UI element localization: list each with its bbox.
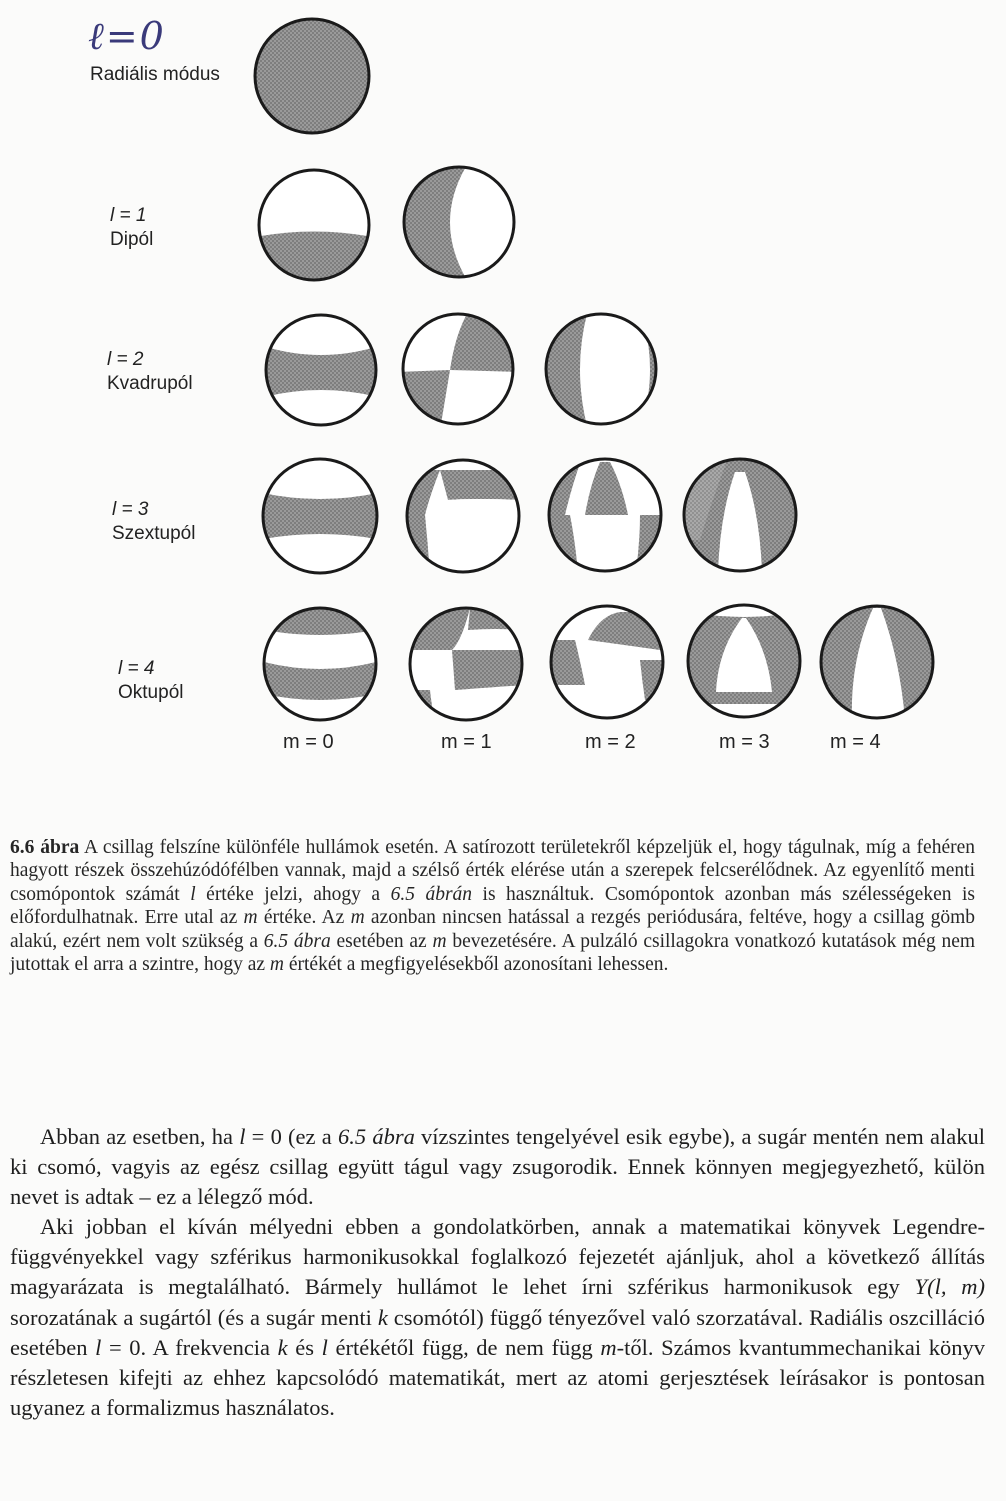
caption-text: esetében az bbox=[330, 930, 433, 952]
var-y: Y(l, m) bbox=[914, 1274, 985, 1300]
handwritten-note: ℓ=0 bbox=[88, 14, 166, 58]
sphere-l4-m4 bbox=[821, 606, 933, 720]
caption-text: értéke jelzi, ahogy a bbox=[195, 883, 391, 905]
text-run: -től. Számos kvantummechanikai könyv részletesen kifejti az ehhez kapcsolódó matematikát, mert az atomi gerjesztések leírásakor is pontosan ugyanez a formalizmus használatos. bbox=[10, 1334, 985, 1420]
text-run: csomótól) függő tényezővel való szorzatával. Radiális oszcilláció esetében bbox=[10, 1304, 985, 1360]
text-run: vízszintes tengelyével esik egybe), a sugár mentén nem alakul ki csomó, vagyis az egész csillag együtt tágul vagy zsugorodik. Ennek könnyen megjegyezhető, külön nevet is adtak – ez a lélegző mód. bbox=[10, 1124, 985, 1210]
row-name-l4: Oktupól bbox=[118, 682, 184, 703]
caption-text: értékét a megfigyelésekből azonosítani lehessen. bbox=[283, 954, 669, 976]
paragraph-2 bbox=[10, 1212, 985, 1423]
sphere-l4-m0 bbox=[264, 604, 376, 724]
var-m: m bbox=[600, 1334, 617, 1360]
caption-var-m: m bbox=[350, 907, 365, 929]
sphere-l4-m2 bbox=[551, 606, 663, 718]
row-label-l0 bbox=[90, 63, 220, 87]
var-l: l bbox=[321, 1334, 328, 1360]
figure-caption bbox=[10, 836, 975, 976]
sphere-l2-m2 bbox=[540, 310, 665, 430]
body-text bbox=[10, 1122, 985, 1423]
caption-ref: 6.5 ábrán bbox=[390, 883, 473, 905]
sphere-l3-m3 bbox=[684, 458, 796, 572]
text-run: és bbox=[287, 1334, 322, 1360]
sphere-l3-m1 bbox=[405, 460, 525, 575]
sphere-l3-m2 bbox=[545, 458, 665, 572]
row-l-value-l4: l = 4 bbox=[118, 658, 155, 679]
sphere-l3-m0 bbox=[258, 459, 382, 573]
row-l-value-l3: l = 3 bbox=[112, 499, 149, 520]
sphere-l0-m0 bbox=[255, 19, 369, 133]
sphere-l1-m1 bbox=[400, 160, 514, 285]
sphere-l1-m0 bbox=[250, 170, 378, 290]
caption-text: is használtuk. Csomópontok azonban más szélességeken is előfordulhatnak. Erre utal az bbox=[10, 883, 976, 929]
row-name-l1: Dipól bbox=[110, 229, 154, 250]
caption-var-m: m bbox=[269, 954, 284, 976]
figure-number: 6.6 ábra bbox=[10, 837, 80, 858]
row-label-l1 bbox=[110, 204, 153, 252]
row-l-value-l1: l = 1 bbox=[110, 205, 147, 226]
caption-var-m: m bbox=[243, 907, 258, 929]
var-k: k bbox=[377, 1304, 388, 1330]
row-name-l2: Kvadrupól bbox=[107, 373, 193, 394]
var-l: l bbox=[95, 1334, 102, 1360]
row-name-l3: Szextupól bbox=[112, 523, 196, 544]
m-label-2: m = 2 bbox=[585, 731, 636, 753]
caption-text: bevezetésére. A pulzáló csillagokra vonatkozó kutatások még nem jutottak el arra a szintre, hogy az bbox=[10, 930, 976, 976]
sphere-l4-m1 bbox=[410, 608, 525, 724]
caption-text: A csillag felszíne különféle hullámok esetén. A satírozott területekről képzeljük el, hogy tágulnak, míg a fehéren hagyott részek összehúzódófélben vannak, majd a szélső érték elérése után a szerepek felcserélődnek. Az egyenlítő menti csomópontok számát bbox=[10, 837, 976, 905]
figure-ref: 6.5 ábra bbox=[337, 1124, 415, 1149]
sphere-l2-m1 bbox=[398, 312, 520, 430]
text-run: értékétől függ, de nem függ bbox=[327, 1334, 601, 1360]
row-label-l3 bbox=[112, 498, 195, 546]
var-l: l bbox=[239, 1124, 246, 1149]
var-k: k bbox=[277, 1334, 288, 1360]
paragraph-1 bbox=[10, 1122, 985, 1212]
sphere-l4-m3 bbox=[688, 600, 800, 720]
caption-ref: 6.5 ábra bbox=[263, 930, 331, 952]
text-run: Abban az esetben, ha bbox=[40, 1124, 240, 1149]
text-run: = 0. A frekvencia bbox=[101, 1334, 278, 1360]
row-name-l0: Radiális módus bbox=[90, 64, 220, 85]
caption-text: értéke. Az bbox=[257, 907, 351, 929]
text-run: Aki jobban el kíván mélyedni ebben a gondolatkörben, annak a matematikai könyvek Legendre-függvényekkel vagy szférikus harmonikusokkal foglalkozó fejezetét ajánljuk, ahol a következő állítás magyarázata is megtalálható. Bármely hullámot le lehet írni szférikus harmonikusok egy bbox=[10, 1214, 985, 1300]
caption-var-m: m bbox=[432, 930, 447, 952]
row-l-value-l2: l = 2 bbox=[107, 349, 144, 370]
m-label-0: m = 0 bbox=[283, 731, 334, 753]
text-run: sorozatának a sugártól (és a sugár menti bbox=[10, 1304, 378, 1330]
m-label-3: m = 3 bbox=[719, 731, 770, 753]
text-run: = 0 (ez a bbox=[245, 1124, 338, 1149]
row-label-l2 bbox=[107, 348, 193, 396]
caption-var-l: l bbox=[190, 883, 196, 905]
m-label-4: m = 4 bbox=[830, 731, 881, 753]
row-label-l4 bbox=[118, 657, 183, 705]
sphere-l2-m0 bbox=[260, 315, 382, 425]
caption-text: azonban nincsen hatással a rezgés periódusára, feltéve, hogy a csillag gömb alakú, ezért nem volt szükség a bbox=[10, 907, 975, 952]
m-label-1: m = 1 bbox=[441, 731, 492, 753]
